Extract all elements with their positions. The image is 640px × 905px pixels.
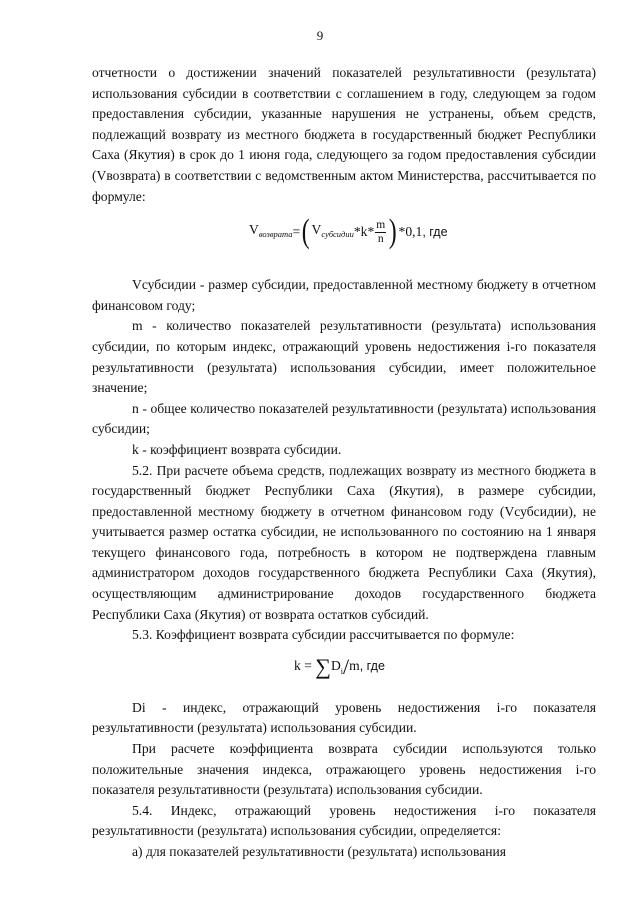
formula-lhs: $V_{возврата}$ [249, 221, 293, 239]
definition-n: n - общее количество показателей результативности (результата) использования субсидии; [92, 400, 596, 437]
paragraph-a: а) для показателей результативности (результата) использования [132, 844, 507, 859]
formula2-where: , где [359, 658, 385, 673]
formula-k-mult: *k* [353, 223, 375, 239]
page-number: 9 [316, 28, 324, 43]
definition-di: Di - индекс, отражающий уровень недостижения i-го показателя результативности (результата) использования субсидии. [92, 699, 596, 736]
sum-symbol: ∑ [315, 653, 331, 679]
paragraph-5-3: 5.3. Коэффициент возврата субсидии рассчитывается по формуле: [132, 627, 515, 643]
formula-return-volume [92, 215, 596, 261]
formula-equals: = [292, 223, 301, 239]
paragraph-5-4: 5.4. Индекс, отражающий уровень недостижения i-го показателя результативности (результата) использования субсидии, определяется: [92, 802, 596, 839]
formula2-d: $D_i$ [330, 657, 344, 676]
formula-where: , где [422, 224, 448, 239]
formula-right-paren: ) [388, 213, 397, 251]
formula-tail: *0,1 [398, 223, 423, 239]
formula-vsubsidy: $V_{субсидии}$ [311, 221, 354, 239]
definition-k: k - коэффициент возврата субсидии. [132, 441, 342, 457]
paragraph-return-volume: отчетности о достижении значений показателей результативности (результата) использования субсидии в соответствии с соглашением в году, следующем за годом предоставления субсидии, указанные нарушения не устранены, объем средств, подлежащий возврату из местного бюджета в государственный бюджет Республики Саха (Якутия) в срок до 1 июня года, следующего за годом предоставления субсидии (Vвозврата) в соответствии с ведомственным актом Министерства, рассчитывается по формуле: [92, 65, 596, 204]
paragraph-calculation-note: При расчете коэффициента возврата субсидии используются только положительные значения индекса, отражающего уровень недостижения i-го показателя результативности (результата) использования субсидии. [92, 741, 596, 798]
formula2-slash: / [343, 653, 350, 679]
formula-left-paren: ( [301, 213, 310, 251]
definition-vsubsidy: Vсубсидии - размер субсидии, предоставленной местному бюджету в отчетном финансовом году; [92, 277, 596, 313]
formula2-m: m [349, 657, 360, 673]
paragraph-5-2: 5.2. При расчете объема средств, подлежащих возврату из местного бюджета в государственный бюджет Республики Саха (Якутия), в размере субсидии, предоставленной местному бюджету в отчетном финансовом году (Vсубсидии), не учитывается размер остатка субсидии, не использованного по состоянию на 1 января текущего финансового года, потребность в котором не подтверждена главным администратором доходов государственного бюджета Республики Саха (Якутия), осуществляющим администрирование доходов государственного бюджета Республики Саха (Якутия) от возврата остатков субсидий. [92, 462, 596, 622]
formula-coefficient [92, 650, 596, 690]
fraction-denominator: n [377, 232, 384, 245]
formula2-k: k = [294, 657, 316, 673]
document-body [92, 63, 596, 863]
formula-fraction [375, 219, 386, 246]
fraction-numerator: m [376, 218, 386, 231]
definition-m: m - количество показателей результативности (результата) использования субсидии, по которым индекс, отражающий уровень недостижения i-го показателя результативности (результата) использования субсидии, имеет положительное значение; [92, 318, 596, 396]
